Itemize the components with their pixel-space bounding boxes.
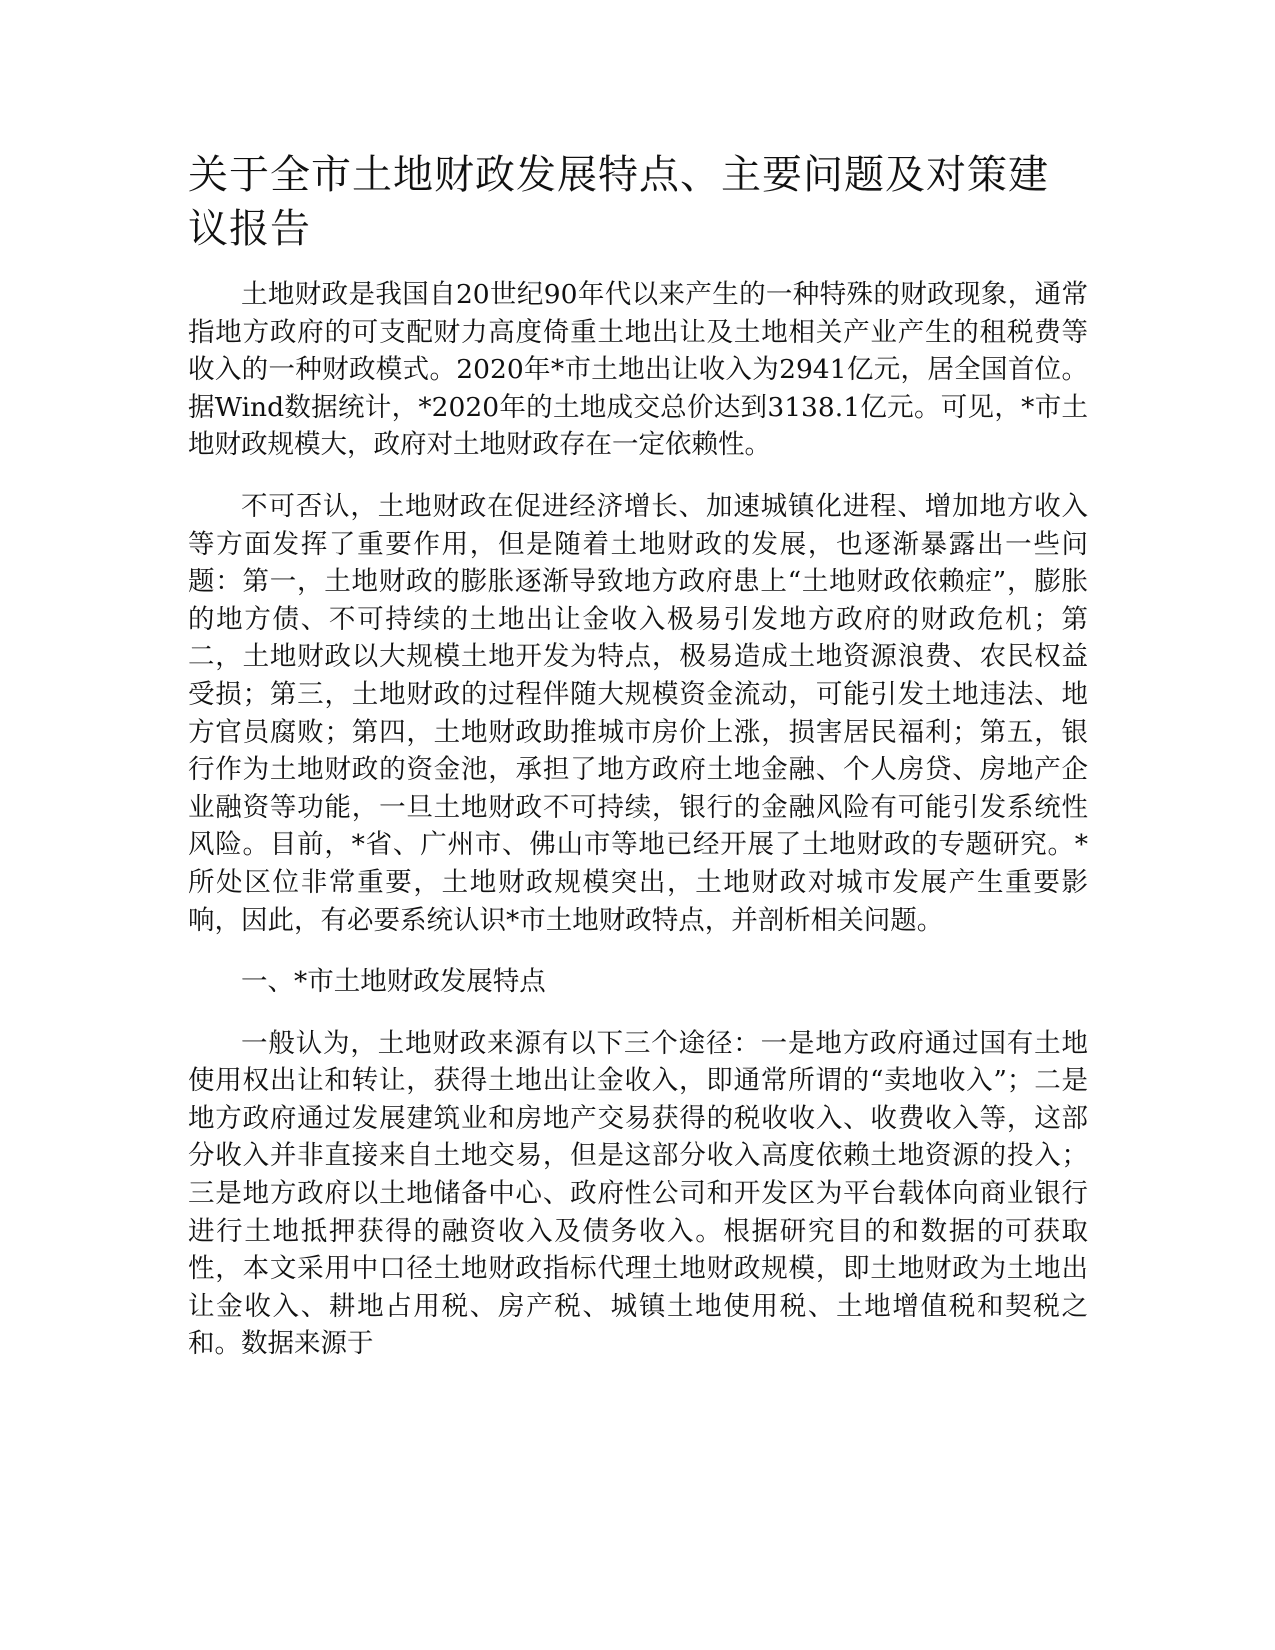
problems-paragraph: 不可否认，土地财政在促进经济增长、加速城镇化进程、增加地方收入等方面发挥了重要作用，但是随着土地财政的发展，也逐渐暴露出一些问题：第一，土地财政的膨胀逐渐导致地方政府患上“土地财政依赖症”，膨胀的地方债、不可持续的土地出让金收入极易引发地方政府的财政危机；第二，土地财政以大规模土地开发为特点，极易造成土地资源浪费、农民权益受损；第三，土地财政的过程伴随大规模资金流动，可能引发土地违法、地方官员腐败；第四，土地财政助推城市房价上涨，损害居民福利；第五，银行作为土地财政的资金池，承担了地方政府土地金融、个人房贷、房地产企业融资等功能，一旦土地财政不可持续，银行的金融风险有可能引发系统性风险。目前，*省、广州市、佛山市等地已经开展了土地财政的专题研究。*所处区位非常重要，土地财政规模突出，土地财政对城市发展产生重要影响，因此，有必要系统认识*市土地财政特点，并剖析相关问题。: [188, 490, 1088, 936]
section-heading: 一、*市土地财政发展特点: [241, 966, 546, 998]
section-paragraph: 一般认为，土地财政来源有以下三个途径：一是地方政府通过国有土地使用权出让和转让，获得土地出让金收入，即通常所谓的“卖地收入”；二是地方政府通过发展建筑业和房地产交易获得的税收收入、收费收入等，这部分收入并非直接来自土地交易，但是这部分收入高度依赖土地资源的投入；三是地方政府以土地储备中心、政府性公司和开发区为平台载体向商业银行进行土地抵押获得的融资收入及债务收入。根据研究目的和数据的可获取性，本文采用中口径土地财政指标代理土地财政规模，即土地财政为土地出让金收入、耕地占用税、房产税、城镇土地使用税、土地增值税和契税之和。数据来源于: [188, 1027, 1088, 1360]
document-body: [188, 148, 1088, 1387]
document-title: 关于全市土地财政发展特点、主要问题及对策建议报告: [188, 152, 1049, 252]
intro-paragraph: 土地财政是我国自20世纪90年代以来产生的一种特殊的财政现象，通常指地方政府的可支配财力高度倚重土地出让及土地相关产业产生的租税费等收入的一种财政模式。2020年*市土地出让收入为2941亿元，居全国首位。据Wind数据统计，*2020年的土地成交总价达到3138.1亿元。可见，*市土地财政规模大，政府对土地财政存在一定依赖性。: [188, 279, 1088, 461]
